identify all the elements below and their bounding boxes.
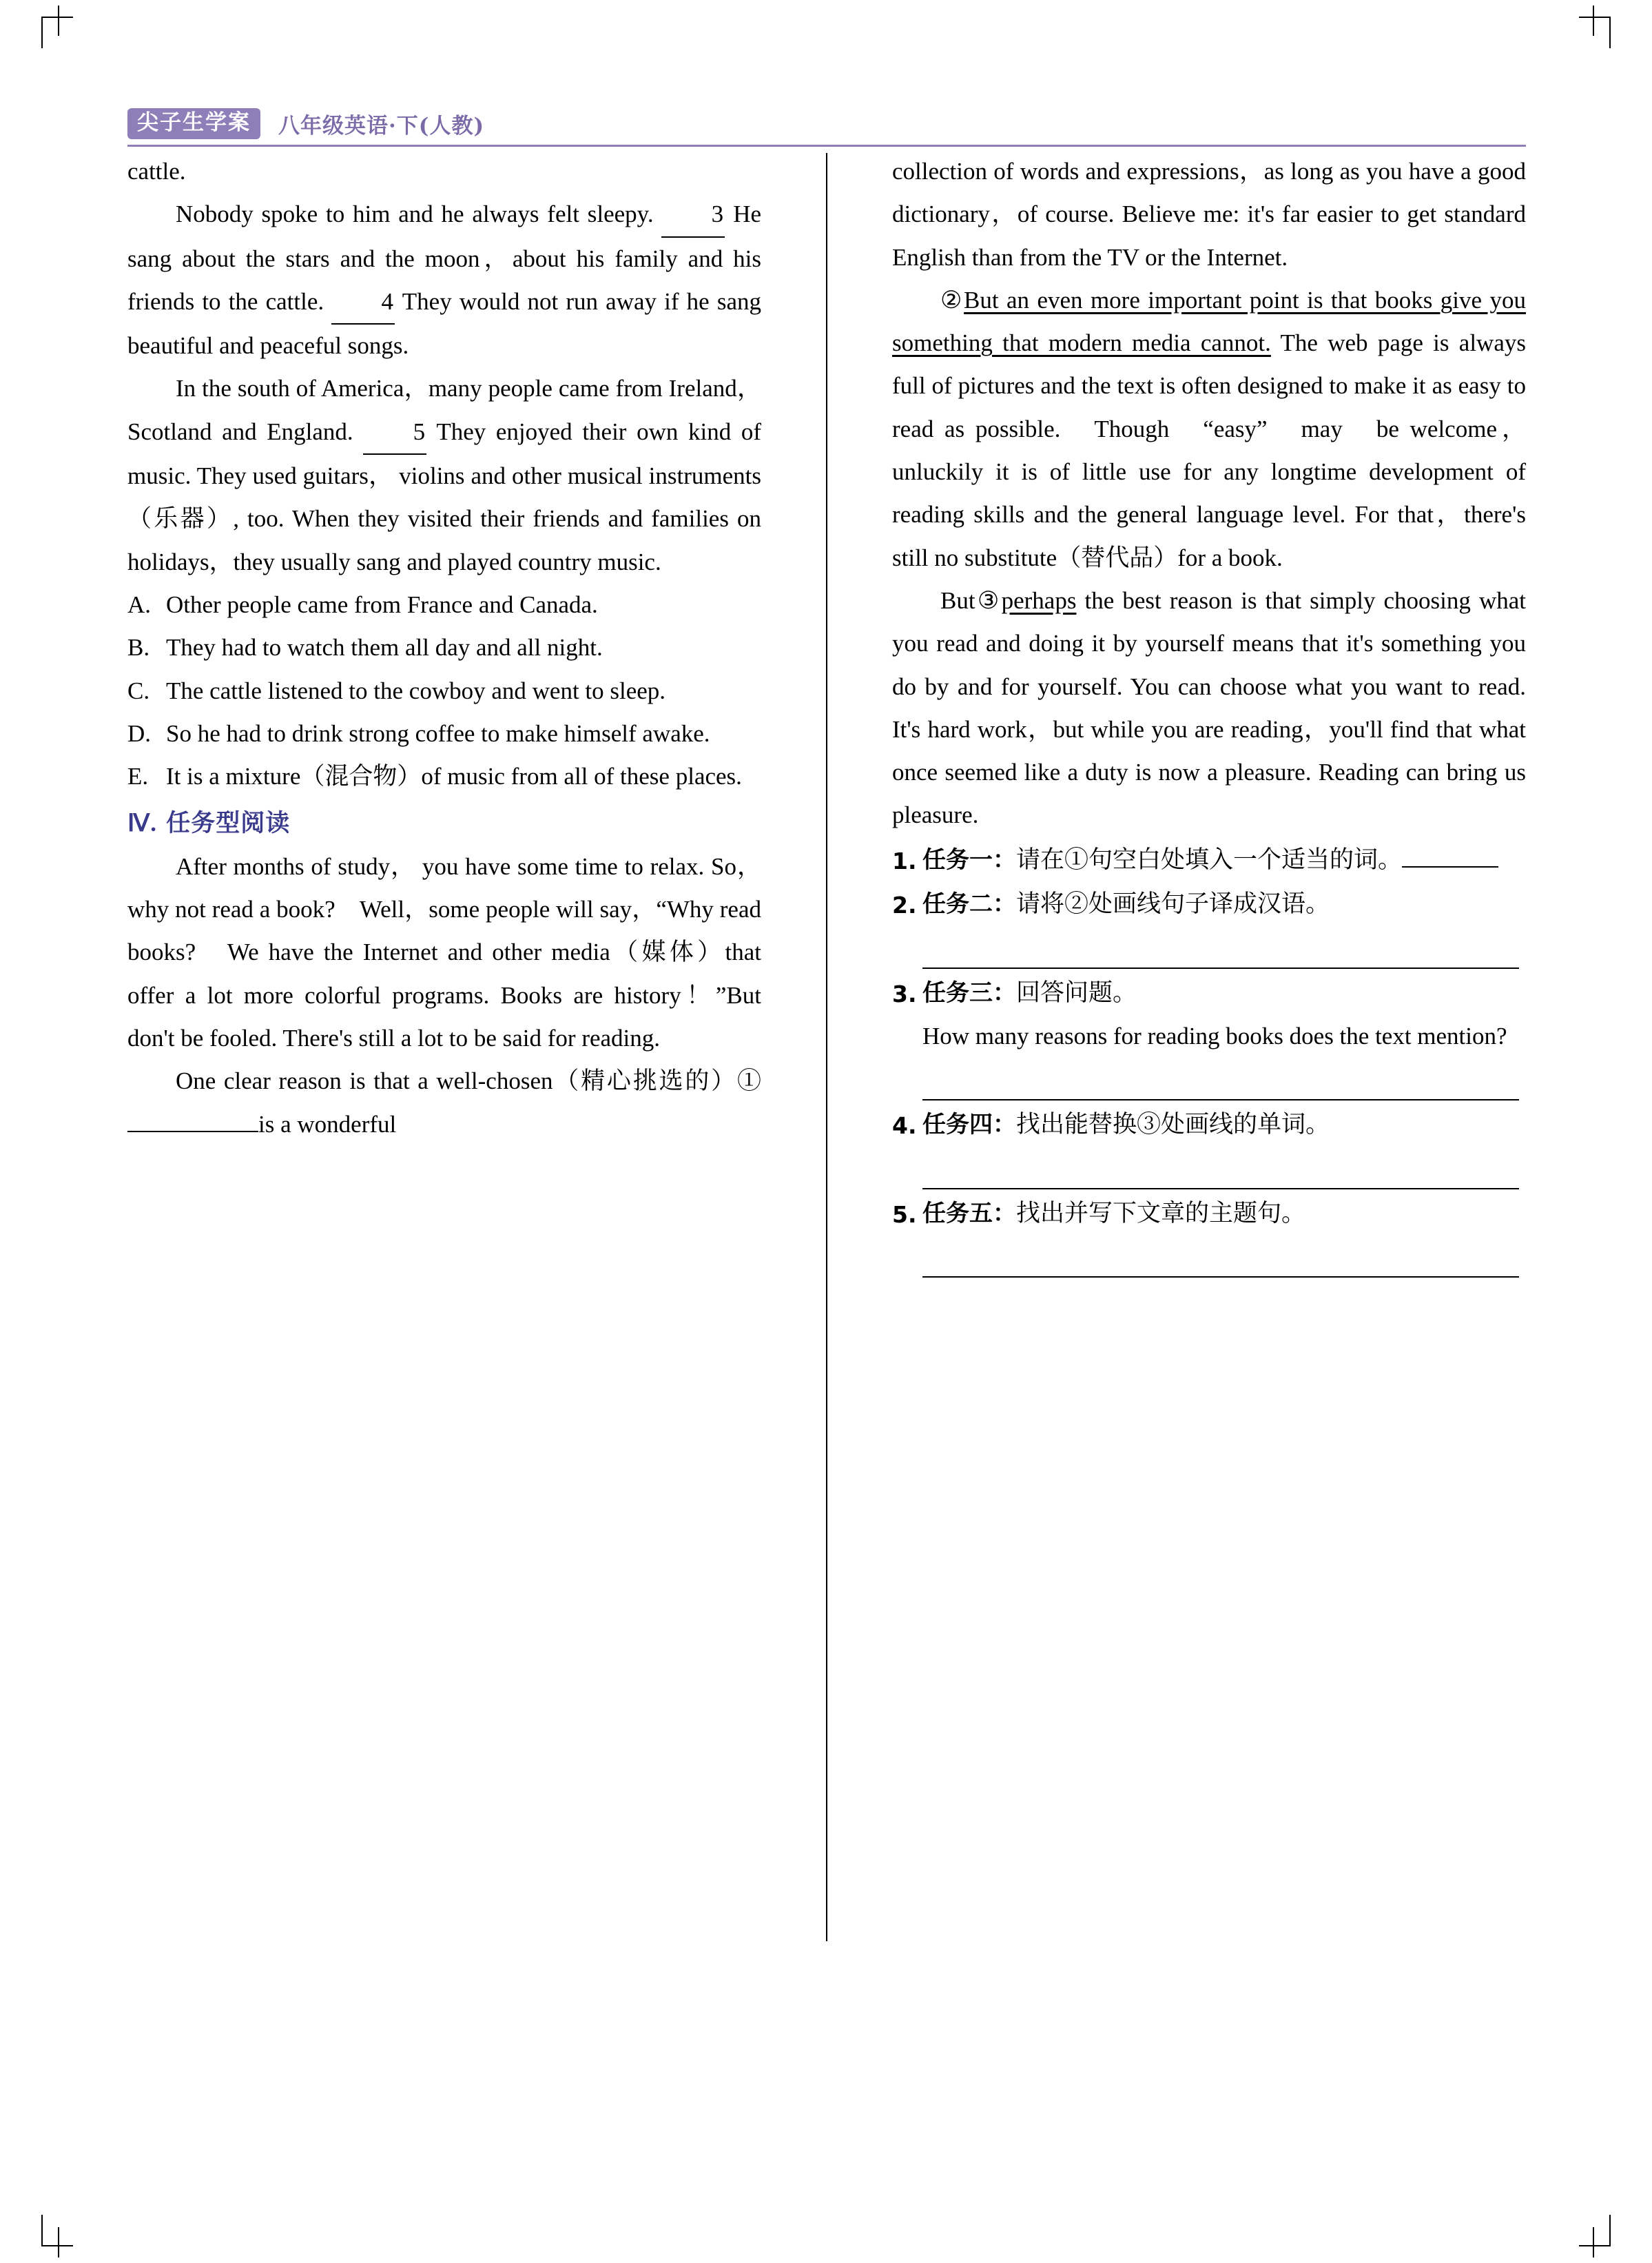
task-item-5 bbox=[892, 1192, 1526, 1236]
page-header bbox=[127, 102, 1526, 147]
option-a-lead: A. bbox=[127, 591, 152, 618]
task-5-answer-line[interactable] bbox=[922, 1240, 1519, 1278]
option-d[interactable] bbox=[127, 713, 761, 755]
reading-p2-part1: One clear reason is that a well-chosen（精心挑选的） bbox=[176, 1067, 737, 1095]
task-1-answer-blank[interactable] bbox=[1402, 866, 1498, 868]
task-item-1 bbox=[892, 839, 1526, 882]
crop-mark-top-left-2 bbox=[58, 6, 59, 36]
task-2-text: 请将②处画线句子译成汉语。 bbox=[1016, 890, 1330, 919]
option-d-lead: D. bbox=[127, 719, 152, 747]
section-number: Ⅳ. bbox=[127, 810, 158, 837]
blank-3[interactable]: 3 bbox=[661, 193, 725, 237]
reading-paragraph-1: After months of study， you have some time to relax. So， why not read a book? Well，some people will say，“Why read books? We have the Internet and other media（媒体）that offer a lot more colorful programs. Books are history！”But don't be fooled. There's still a lot to be said for reading. bbox=[127, 852, 761, 1052]
nobody-part1: Nobody spoke to him and he always felt sleepy. bbox=[176, 201, 654, 228]
option-e[interactable] bbox=[127, 755, 761, 798]
task-3-label: 任务三： bbox=[922, 979, 1016, 1007]
blank-5[interactable]: 5 bbox=[363, 411, 426, 455]
task-4-number: 4. bbox=[892, 1112, 917, 1139]
option-b-text: They had to watch them all day and all night. bbox=[166, 634, 603, 662]
crop-mark-bottom-right bbox=[1579, 2215, 1611, 2246]
option-c[interactable] bbox=[127, 670, 761, 713]
task-5-number: 5. bbox=[892, 1200, 917, 1228]
task-3-number: 3. bbox=[892, 981, 917, 1008]
series-badge: 尖子生学案 bbox=[127, 108, 260, 139]
reading-paragraph-4 bbox=[892, 279, 1526, 580]
crop-mark-top-right-2 bbox=[1593, 6, 1594, 36]
underlined-word-3: perhaps bbox=[1001, 586, 1077, 614]
option-c-lead: C. bbox=[127, 677, 150, 704]
paragraph-cattle: cattle. bbox=[127, 158, 186, 185]
reading-paragraph-2 bbox=[127, 1060, 761, 1146]
option-d-text: So he had to drink strong coffee to make himself awake. bbox=[166, 719, 710, 747]
option-a[interactable] bbox=[127, 584, 761, 626]
crop-mark-top-right bbox=[1579, 17, 1611, 48]
task-2-number: 2. bbox=[892, 892, 917, 919]
blank-4[interactable]: 4 bbox=[331, 280, 395, 325]
task-2-label: 任务二： bbox=[922, 890, 1016, 919]
task-1-text: 请在①句空白处填入一个适当的词。 bbox=[1016, 846, 1403, 874]
task-1-label: 任务一： bbox=[922, 846, 1016, 874]
reading-p2-part2: is a wonderful bbox=[258, 1110, 397, 1138]
task-4-label: 任务四： bbox=[922, 1110, 1016, 1138]
book-title: 八年级英语·下(人教) bbox=[278, 113, 485, 139]
task-3-answer-line[interactable] bbox=[922, 1063, 1519, 1100]
task-3-text: 回答问题。 bbox=[1016, 979, 1137, 1007]
reading-p5-rest: the best reason is that simply choosing what you read and doing it by yourself means that it's something you do by and for yourself. You can choose what you want to read. It's hard work，but while you are reading，you'll find that what once seemed like a duty is now a pleasure. Reading can bring us pleasure. bbox=[892, 586, 1526, 829]
option-c-text: The cattle listened to the cowboy and went to sleep. bbox=[166, 677, 666, 704]
nobody-part2: He sang about the stars and the moon，about his family and his friends to the cattle. bbox=[127, 201, 761, 315]
reading-paragraph-3: collection of words and expressions，as long as you have a good dictionary，of course. Believe me: it's far easier to get standard English than from the TV or the Internet. bbox=[892, 158, 1526, 271]
marker-3: ③ bbox=[975, 586, 1002, 614]
task-item-2 bbox=[892, 883, 1526, 926]
option-b-lead: B. bbox=[127, 634, 150, 662]
reading-p4-rest: The web page is always full of pictures and the text is often designed to make it as easy to read as possible. Though “easy” may be welcome， unluckily it is of little use for any longtime development of reading skills and the general language level. For that，there's still no substitute（替代品）for a book. bbox=[892, 329, 1526, 571]
reading-p5-part1: But bbox=[940, 586, 975, 614]
task-4-answer-line[interactable] bbox=[922, 1152, 1519, 1189]
crop-mark-bottom-left bbox=[41, 2215, 73, 2246]
task-item-3 bbox=[892, 972, 1526, 1058]
paragraph-nobody bbox=[127, 193, 761, 367]
left-column bbox=[127, 150, 761, 1969]
task-2-answer-line[interactable] bbox=[922, 932, 1519, 969]
marker-2: ② bbox=[940, 286, 964, 314]
underlined-sentence-2: But an even more important point is that books give you something that modern media cannot. bbox=[892, 286, 1526, 357]
option-b[interactable] bbox=[127, 626, 761, 669]
option-a-text: Other people came from France and Canada. bbox=[166, 591, 598, 618]
nobody-part3: They would not run away if he sang beautiful and peaceful songs. bbox=[127, 287, 761, 360]
blank-fill-1[interactable] bbox=[127, 1131, 258, 1132]
task-3-question: How many reasons for reading books does the text mention? bbox=[922, 1022, 1507, 1049]
task-1-number: 1. bbox=[892, 847, 917, 874]
task-5-text: 找出并写下文章的主题句。 bbox=[1016, 1199, 1306, 1227]
paragraph-south bbox=[127, 367, 761, 583]
section-title: 任务型阅读 bbox=[166, 810, 291, 838]
south-part2: They enjoyed their own kind of music. They used guitars， violins and other musical instruments（乐器）, too. When they visited their friends and families on holidays，they usually sang and played country music. bbox=[127, 418, 762, 575]
task-4-text: 找出能替换③处画线的单词。 bbox=[1016, 1110, 1330, 1138]
crop-mark-bottom-right-2 bbox=[1593, 2227, 1594, 2257]
right-column bbox=[892, 150, 1526, 1969]
option-e-text: It is a mixture（混合物）of music from all of these places. bbox=[166, 763, 742, 790]
marker-1: ① bbox=[736, 1067, 761, 1095]
south-part1: In the south of America，many people came from Ireland，Scotland and England. bbox=[127, 375, 761, 445]
crop-mark-top-left bbox=[41, 17, 73, 48]
crop-mark-bottom-left-2 bbox=[58, 2227, 59, 2257]
option-e-lead: E. bbox=[127, 763, 149, 790]
reading-paragraph-5 bbox=[892, 580, 1526, 837]
task-5-label: 任务五： bbox=[922, 1199, 1016, 1227]
content-columns bbox=[127, 150, 1526, 1969]
section-heading-task-reading bbox=[127, 802, 761, 845]
task-item-4 bbox=[892, 1103, 1526, 1147]
